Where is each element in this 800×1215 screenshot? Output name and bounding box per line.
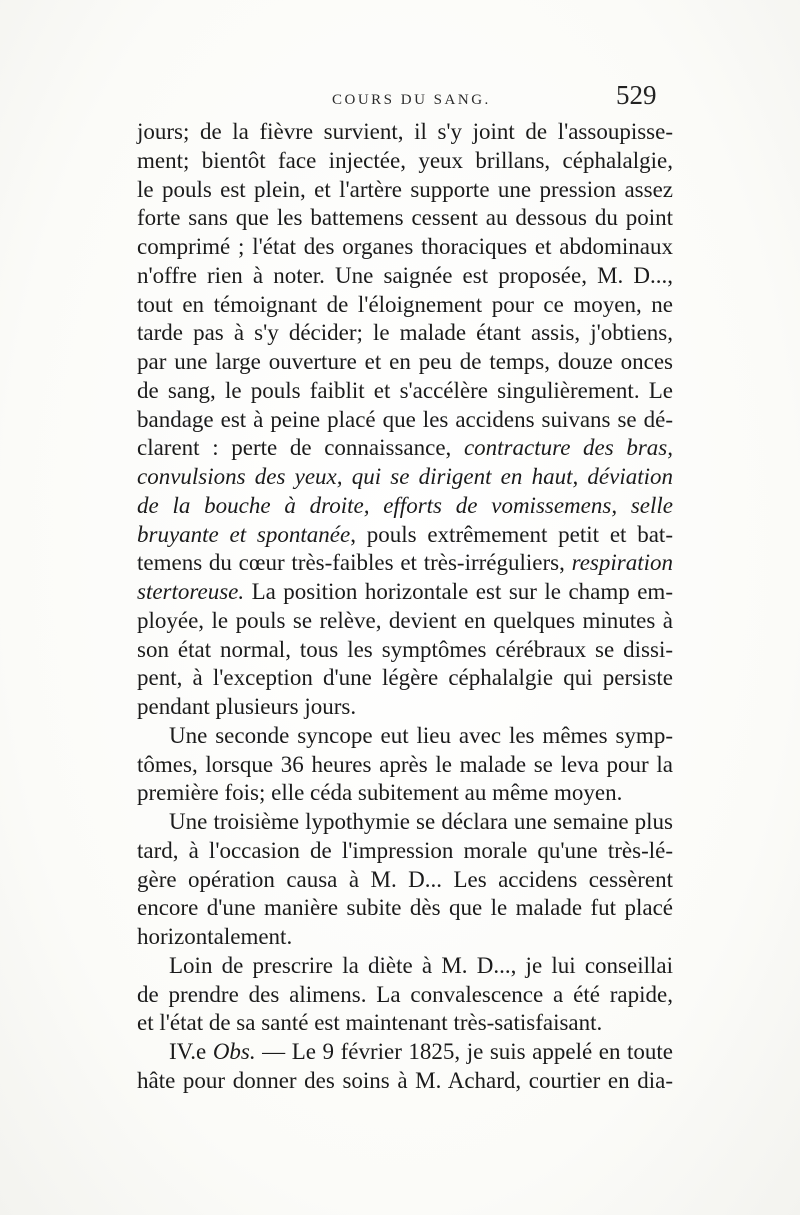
running-head: COURS DU SANG. [332, 92, 491, 108]
text-line [137, 118, 673, 147]
text-segment: par une large ouverture et en peu de temps, douze onces [137, 349, 673, 374]
text-segment: Loin de prescrire la diète à M. D..., je lui conseillai [169, 952, 673, 978]
text-line [137, 521, 673, 550]
text-line [137, 233, 673, 262]
text-line [137, 377, 673, 406]
italic-segment: bruyante et spontanée [137, 521, 351, 547]
text-line [137, 693, 673, 722]
text-segment: ment; bientôt face injectée, yeux brillans, céphalalgie, [137, 147, 673, 173]
text-segment: hâte pour donner des soins à M. Achard, courtier en dia- [137, 1067, 673, 1093]
text-line [137, 578, 673, 607]
text-segment: tout en témoignant de l'éloignement pour ce moyen, ne [137, 291, 673, 317]
text-segment: le pouls est plein, et l'artère supporte une pression assez [137, 176, 673, 202]
italic-segment: convulsions des yeux, qui se dirigent en haut, déviation [137, 464, 673, 489]
text-segment: de sang, le pouls faiblit et s'accélère singulièrement. Le [137, 377, 673, 403]
text-line [137, 262, 673, 291]
text-line [137, 664, 673, 693]
page-number: 529 [616, 80, 657, 110]
text-line [137, 492, 673, 521]
text-line [137, 291, 673, 320]
text-segment: son état normal, tous les symptômes cérébraux se dissi- [137, 636, 673, 662]
italic-segment: Obs. [212, 1039, 256, 1064]
italic-segment: de la bouche à droite, efforts de vomissemens, selle [137, 492, 673, 518]
text-segment: , pouls extrêmement petit et bat- [350, 521, 673, 547]
text-segment: IV.e [169, 1039, 213, 1064]
text-segment: Une troisième lypothymie se déclara une semaine plus [169, 809, 673, 834]
text-segment: Une seconde syncope eut lieu avec les mêmes symp- [169, 722, 673, 748]
italic-segment: contracture des bras, [463, 435, 674, 461]
text-segment: tômes, lorsque 36 heures après le malade se leva pour la [137, 751, 673, 777]
text-segment: temens du cœur très-faibles et très-irréguliers, [137, 550, 572, 576]
text-line [137, 808, 673, 837]
text-segment: jours; de la fièvre survient, il s'y joint de l'assoupisse- [137, 119, 673, 144]
text-segment: première fois; elle céda subitement au même moyen. [137, 780, 623, 806]
text-segment: ployée, le pouls se relève, devient en quelques minutes à [137, 607, 673, 633]
text-line [137, 779, 673, 808]
text-segment: — Le 9 février 1825, je suis appelé en toute [255, 1039, 673, 1064]
text-line [137, 463, 673, 492]
text-line [137, 751, 673, 780]
text-segment: tarde pas à s'y décider; le malade étant assis, j'obtiens, [137, 320, 673, 346]
text-segment: comprimé ; l'état des organes thoraciques et abdominaux [137, 234, 673, 259]
body-text [137, 118, 673, 1096]
text-line [137, 1038, 673, 1067]
text-line [137, 549, 673, 578]
text-line [137, 607, 673, 636]
text-line [137, 434, 673, 463]
text-segment: pendant plusieurs jours. [137, 694, 357, 719]
text-line [137, 837, 673, 866]
text-line [137, 406, 673, 435]
text-segment: de prendre des alimens. La convalescence a été rapide, [137, 981, 673, 1007]
text-line [137, 1009, 673, 1038]
italic-segment: respiration [571, 550, 673, 576]
text-segment: bandage est à peine placé que les accidens suivans se dé- [137, 406, 673, 432]
text-segment: gère opération causa à M. D... Les accidens cessèrent [137, 866, 673, 892]
text-line [137, 176, 673, 205]
text-segment: pent, à l'exception d'une légère céphalalgie qui persiste [137, 665, 673, 691]
text-line [137, 204, 673, 233]
text-segment: tard, à l'occasion de l'impression morale qu'une très-lé- [137, 837, 673, 863]
text-line [137, 722, 673, 751]
text-segment: n'offre rien à noter. Une saignée est proposée, M. D..., [137, 262, 673, 288]
text-line [137, 952, 673, 981]
italic-segment: stertoreuse. [137, 579, 245, 604]
text-line [137, 636, 673, 665]
text-line [137, 147, 673, 176]
text-line [137, 1067, 673, 1096]
text-segment: et l'état de sa santé est maintenant très-satisfaisant. [137, 1010, 603, 1036]
text-segment: horizontalement. [137, 924, 293, 949]
text-line [137, 866, 673, 895]
text-line [137, 981, 673, 1010]
text-line [137, 348, 673, 377]
text-segment: La position horizontale est sur le champ em- [244, 579, 673, 604]
text-line [137, 894, 673, 923]
text-line [137, 923, 673, 952]
text-segment: forte sans que les battemens cessent au dessous du point [137, 205, 673, 231]
text-segment: encore d'une manière subite dès que le malade fut placé [137, 895, 673, 921]
text-line [137, 319, 673, 348]
text-segment: clarent : perte de connaissance, [137, 435, 464, 461]
